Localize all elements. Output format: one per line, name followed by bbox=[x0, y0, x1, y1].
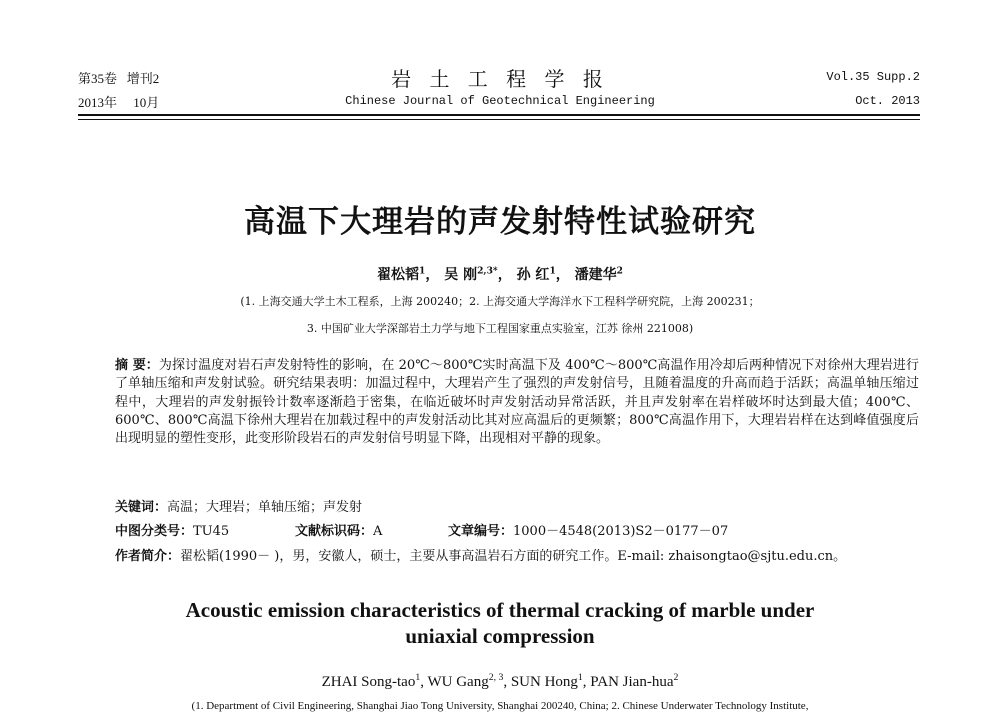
header-year-cn: 2013年 bbox=[78, 95, 118, 110]
paper-title-en bbox=[0, 597, 1000, 649]
abstract-text: 为探讨温度对岩石声发射特性的影响，在 20℃～800℃实时高温下及 400℃～800℃高温作用冷却后两种情况下对徐州大理岩进行了单轴压缩和声发射试验。研究结果表明：加温过程中，大理岩产生了强烈的声发射信号，且随着温度的升高而趋于活跃；高温单轴压缩过程中，大理岩的声发射振铃计数率逐渐趋于密集，在临近破坏时声发射活动异常活跃，并且声发射率在岩样破坏时达到最大值；400℃、600℃、800℃高温下徐州大理岩在加载过程中的声发射活动比其对应高温后的更频繁；800℃高温作用下，大理岩岩样在达到峰值强度后出现明显的塑性变形，此变形阶段岩石的声发射信号明显下降，出现相对平静的现象。 bbox=[115, 358, 919, 447]
article-number-value: 1000－4548(2013)S2－0177－07 bbox=[513, 524, 729, 539]
author-cn-sup: 1 bbox=[549, 265, 556, 277]
abstract-label: 摘 要： bbox=[115, 358, 159, 373]
paper-title-en-line-2: uniaxial compression bbox=[405, 624, 595, 648]
author-en: WU Gang bbox=[427, 674, 489, 690]
author-en: SUN Hong bbox=[510, 674, 578, 690]
author-en-sup: 2 bbox=[673, 672, 679, 683]
journal-name-en: Chinese Journal of Geotechnical Engineering bbox=[345, 94, 655, 108]
document-code-value: A bbox=[373, 524, 383, 539]
authors-en: ZHAI Song-tao$^1$, WU Gang$^{2, 3}$, SUN Hong$^1$, PAN Jian-hua$^2$ bbox=[321, 672, 679, 690]
classification bbox=[115, 520, 229, 539]
author-en: ZHAI Song-tao bbox=[321, 674, 416, 690]
document-code bbox=[295, 520, 382, 539]
classification-label: 中图分类号： bbox=[115, 524, 194, 539]
header-rule-thin bbox=[78, 119, 920, 120]
header-volume-cn: 第35卷 bbox=[78, 71, 118, 86]
article-number-label: 文章编号： bbox=[448, 524, 514, 539]
author-en: PAN Jian-hua bbox=[590, 674, 674, 690]
author-cn: 潘建华 bbox=[574, 267, 617, 283]
journal-name-cn: 岩 土 工 程 学 报 bbox=[391, 67, 609, 91]
author-cn: 吴 刚 bbox=[444, 267, 478, 283]
affiliation-cn-line-1: (1. 上海交通大学土木工程系，上海 200240；2. 上海交通大学海洋水下工程科学研究院，上海 200231； bbox=[240, 295, 760, 308]
header-date-en: Oct. 2013 bbox=[855, 94, 920, 108]
author-bio bbox=[115, 545, 920, 564]
header-supp-cn: 增刊2 bbox=[126, 71, 160, 86]
author-cn: 孙 红 bbox=[516, 267, 550, 283]
author-en-sup: 1 bbox=[577, 672, 583, 683]
abstract bbox=[115, 357, 919, 448]
paper-title-en-line-1: Acoustic emission characteristics of thermal cracking of marble under bbox=[185, 598, 815, 622]
author-en-sup: 1 bbox=[415, 672, 421, 683]
document-code-label: 文献标识码： bbox=[295, 524, 374, 539]
paper-title-cn: 高温下大理岩的声发射特性试验研究 bbox=[244, 204, 756, 240]
header-rule-thick bbox=[78, 114, 920, 116]
author-en-sup: 2, 3 bbox=[488, 672, 504, 683]
author-cn-sup: 1 bbox=[419, 265, 426, 277]
article-number bbox=[448, 520, 728, 539]
affiliation-cn-line-2: 3. 中国矿业大学深部岩土力学与地下工程国家重点实验室，江苏 徐州 221008) bbox=[306, 322, 694, 335]
author-bio-label: 作者简介： bbox=[115, 549, 181, 564]
header-month-cn: 10月 bbox=[133, 95, 160, 110]
keywords-text: 高温；大理岩；单轴压缩；声发射 bbox=[167, 500, 363, 515]
affiliation-en: (1. Department of Civil Engineering, Shanghai Jiao Tong University, Shanghai 200240, China; 2. Chinese Underwater Technology Institute, bbox=[191, 700, 809, 712]
author-cn: 翟松韬 bbox=[377, 267, 420, 283]
author-cn-sup: 2,3* bbox=[477, 265, 498, 277]
author-cn-sup: 2 bbox=[616, 265, 623, 277]
keywords-label: 关键词： bbox=[115, 500, 168, 515]
header-volume-en: Vol.35 Supp.2 bbox=[826, 70, 920, 84]
author-bio-text: 翟松韬(1990－ )，男，安徽人，硕士，主要从事高温岩石方面的研究工作。E-mail: zhaisongtao@sjtu.edu.cn。 bbox=[180, 549, 847, 564]
keywords bbox=[115, 496, 362, 515]
authors-cn: 翟松韬$^1$， 吴 刚$^{2,3*}$， 孙 红$^1$， 潘建华$^2$ bbox=[377, 265, 623, 283]
classification-value: TU45 bbox=[193, 524, 230, 539]
